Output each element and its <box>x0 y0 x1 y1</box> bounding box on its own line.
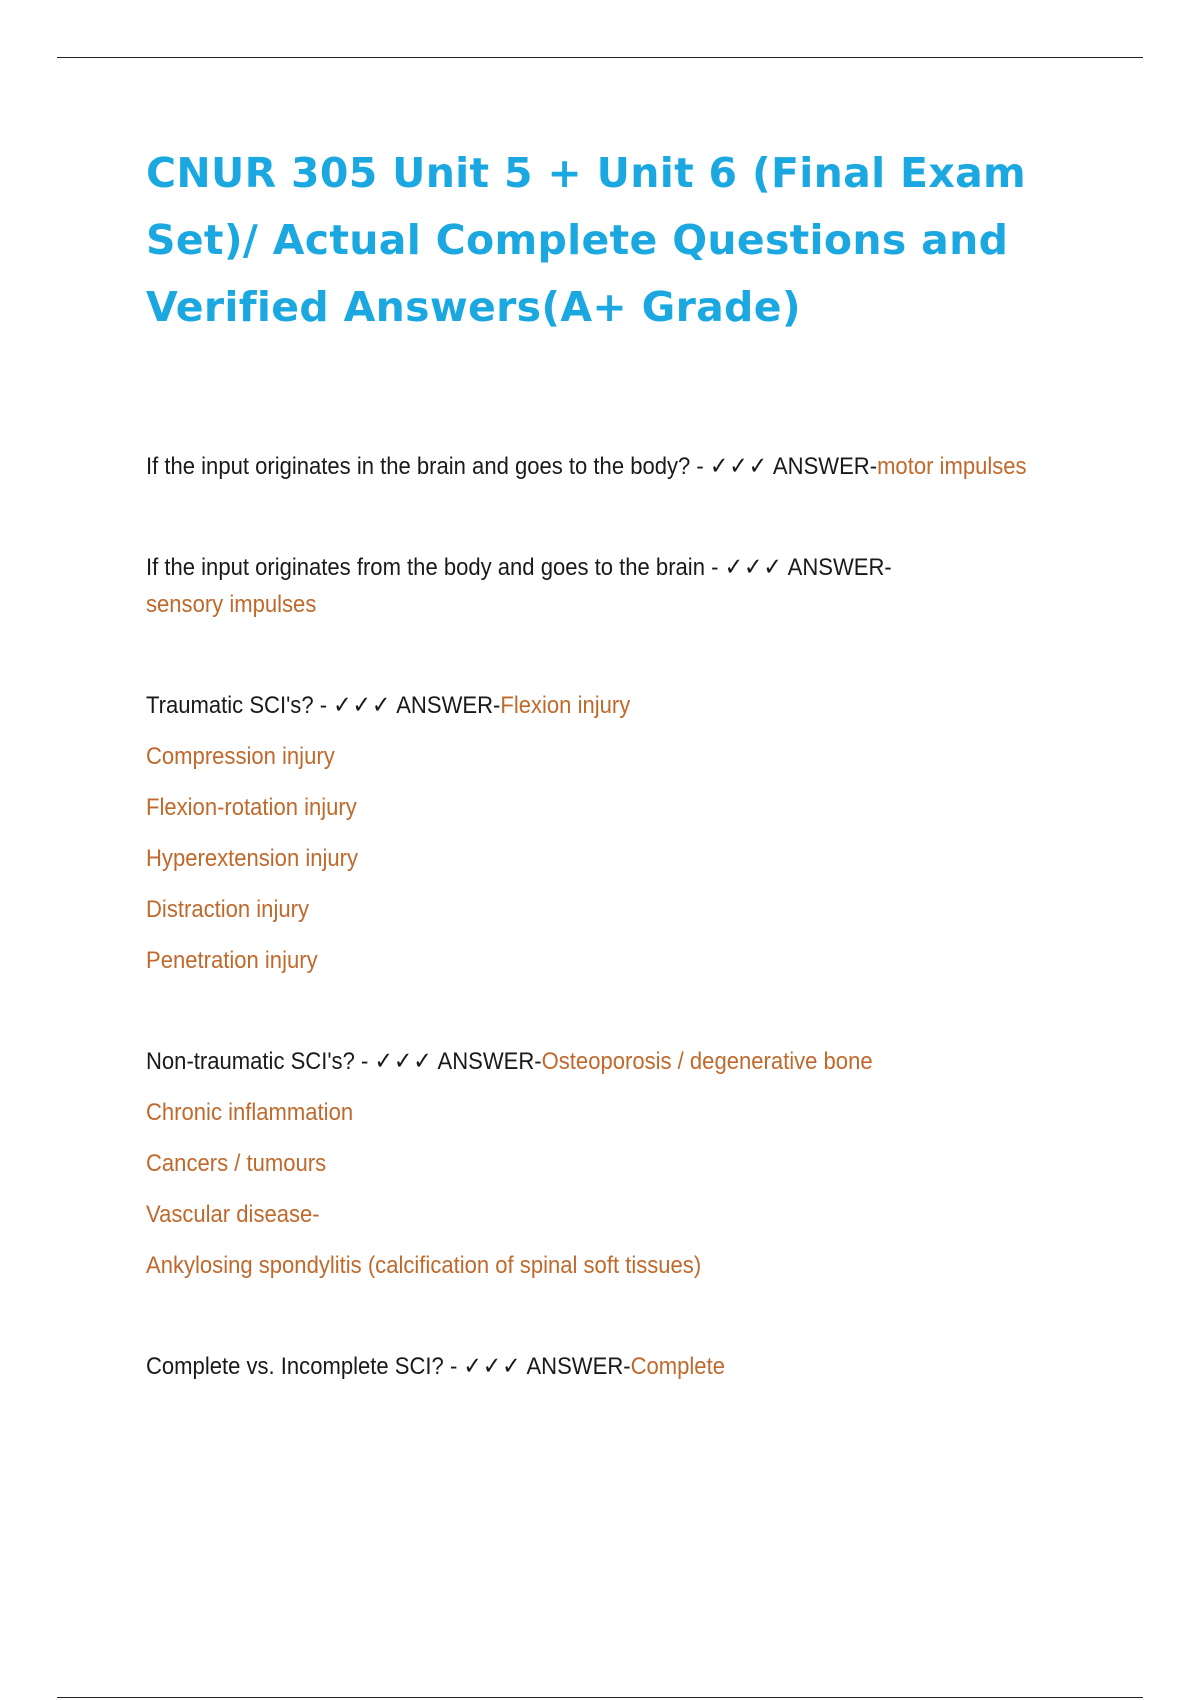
qa-item <box>146 687 1109 979</box>
qa-list <box>146 448 1106 1385</box>
document-title: CNUR 305 Unit 5 + Unit 6 (Final Exam Set)/ Actual Complete Questions and Verified Answers(A+ Grade) <box>146 149 1027 331</box>
qa-item <box>146 549 956 623</box>
separator: - <box>354 1048 375 1075</box>
check-marks: ✓✓✓ <box>709 453 769 480</box>
separator: - <box>313 692 334 719</box>
answer-text: motor impulses <box>877 453 1027 480</box>
check-marks: ✓✓✓ <box>374 1048 433 1075</box>
answer-prefix: ANSWER- <box>391 692 501 719</box>
answer-prefix: ANSWER- <box>432 1048 542 1075</box>
separator: - <box>690 453 710 480</box>
qa-item <box>146 1043 1109 1284</box>
answer-text: Complete <box>630 1353 725 1380</box>
footer-rule <box>57 1697 1143 1698</box>
header-rule <box>57 57 1143 58</box>
answer-prefix: ANSWER- <box>521 1353 631 1380</box>
answer-line: Chronic inflammation <box>146 1099 354 1126</box>
answer-text: Osteoporosis / degenerative bone <box>541 1048 873 1075</box>
answer-line: Flexion-rotation injury <box>146 794 357 821</box>
answer-line: Vascular disease- <box>146 1201 320 1228</box>
separator: - <box>704 554 725 581</box>
answer-line: Distraction injury <box>146 896 309 923</box>
question-text: If the input originates in the brain and goes to the body? <box>146 453 691 480</box>
check-marks: ✓✓✓ <box>724 554 783 581</box>
answer-line: Penetration injury <box>146 947 318 974</box>
check-marks: ✓✓✓ <box>463 1353 522 1380</box>
answer-line: Hyperextension injury <box>146 845 359 872</box>
answer-line: Cancers / tumours <box>146 1150 327 1177</box>
answer-prefix: ANSWER- <box>768 453 878 480</box>
document-body <box>146 140 1106 1449</box>
answer-line: Compression injury <box>146 743 335 770</box>
answer-text: Flexion injury <box>500 692 631 719</box>
answer-prefix: ANSWER- <box>782 554 892 581</box>
question-text: Complete vs. Incomplete SCI? <box>146 1353 444 1380</box>
separator: - <box>443 1353 464 1380</box>
question-text: Non-traumatic SCI's? <box>146 1048 355 1075</box>
answer-line: Ankylosing spondylitis (calcification of spinal soft tissues) <box>146 1252 702 1279</box>
qa-item <box>146 1348 1109 1385</box>
question-text: If the input originates from the body and goes to the brain <box>146 554 705 581</box>
check-marks: ✓✓✓ <box>333 692 392 719</box>
answer-text: sensory impulses <box>146 591 317 618</box>
question-text: Traumatic SCI's? <box>146 692 314 719</box>
qa-item <box>146 448 1109 485</box>
